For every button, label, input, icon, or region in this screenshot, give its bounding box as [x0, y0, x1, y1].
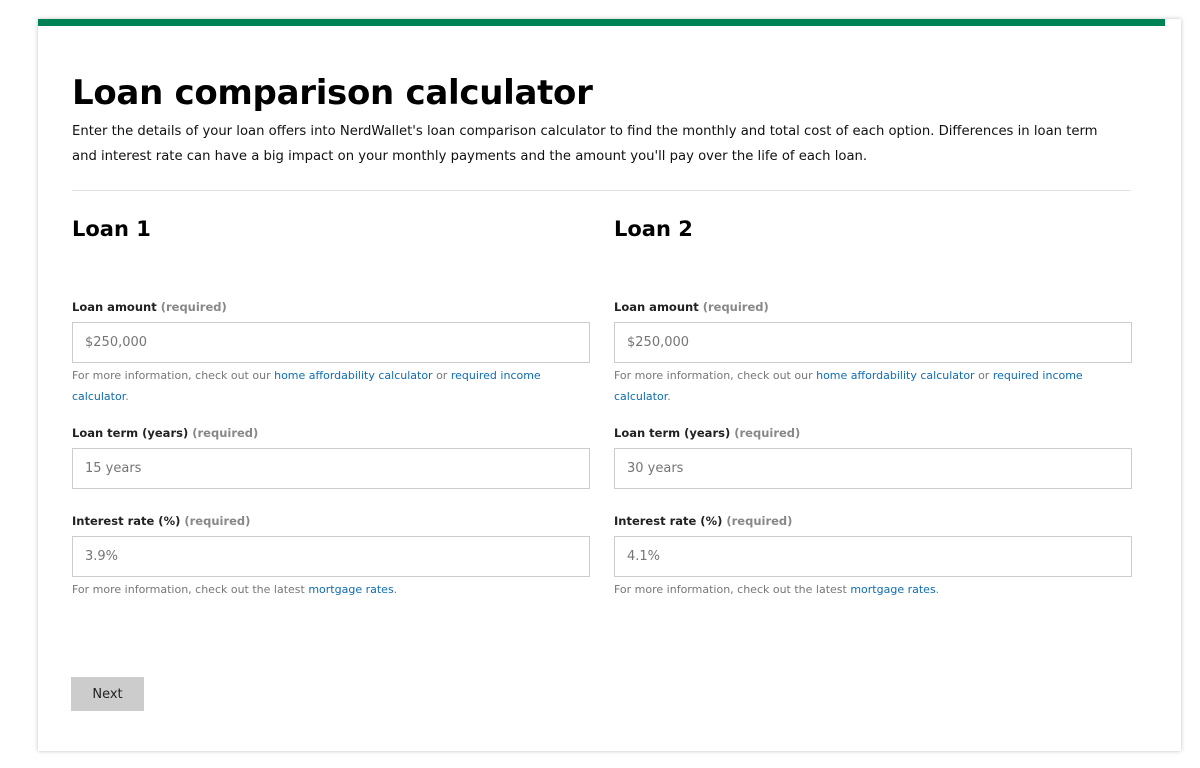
loan-1-term-input[interactable]	[72, 448, 590, 489]
loan-1-amount-input[interactable]	[72, 322, 590, 363]
interest-rate-label: Interest rate (%) (required)	[614, 514, 793, 528]
rate-help: For more information, check out the latest mortgage rates.	[72, 583, 398, 596]
loan-2-heading: Loan 2	[614, 217, 693, 241]
amount-help: For more information, check out our home affordability calculator or required income calculator.	[614, 369, 1083, 403]
loan-2-section	[614, 217, 1132, 600]
amount-help: For more information, check out our home affordability calculator or required income calculator.	[72, 369, 541, 403]
loan-1-rate-input[interactable]	[72, 536, 590, 577]
loan-term-label: Loan term (years) (required)	[72, 426, 259, 440]
loan-term-label: Loan term (years) (required)	[614, 426, 801, 440]
loan-2-amount-input[interactable]	[614, 322, 1132, 363]
home-affordability-link[interactable]: home affordability calculator	[816, 369, 975, 382]
calculator-card	[38, 19, 1181, 751]
accent-bar	[38, 19, 1165, 26]
page-title: Loan comparison calculator	[72, 73, 593, 113]
next-button[interactable]: Next	[71, 677, 144, 711]
required-income-link[interactable]: required income calculator	[614, 369, 1083, 403]
mortgage-rates-link[interactable]: mortgage rates	[850, 583, 936, 596]
rate-help: For more information, check out the latest mortgage rates.	[614, 583, 940, 596]
loan-2-term-input[interactable]	[614, 448, 1132, 489]
loan-1-heading: Loan 1	[72, 217, 151, 241]
divider	[72, 190, 1131, 191]
mortgage-rates-link[interactable]: mortgage rates	[308, 583, 394, 596]
loan-1-section	[72, 217, 590, 600]
loan-2-rate-input[interactable]	[614, 536, 1132, 577]
intro-text: Enter the details of your loan offers into NerdWallet's loan comparison calculator to find the monthly and total cost of each option. Differences in loan term and interest rate can have a big impact on your monthly payments and the amount you'll pay over the life of each loan.	[72, 124, 1098, 164]
loan-amount-label: Loan amount (required)	[614, 300, 769, 314]
loan-amount-label: Loan amount (required)	[72, 300, 227, 314]
required-income-link[interactable]: required income calculator	[72, 369, 541, 403]
home-affordability-link[interactable]: home affordability calculator	[274, 369, 433, 382]
interest-rate-label: Interest rate (%) (required)	[72, 514, 251, 528]
